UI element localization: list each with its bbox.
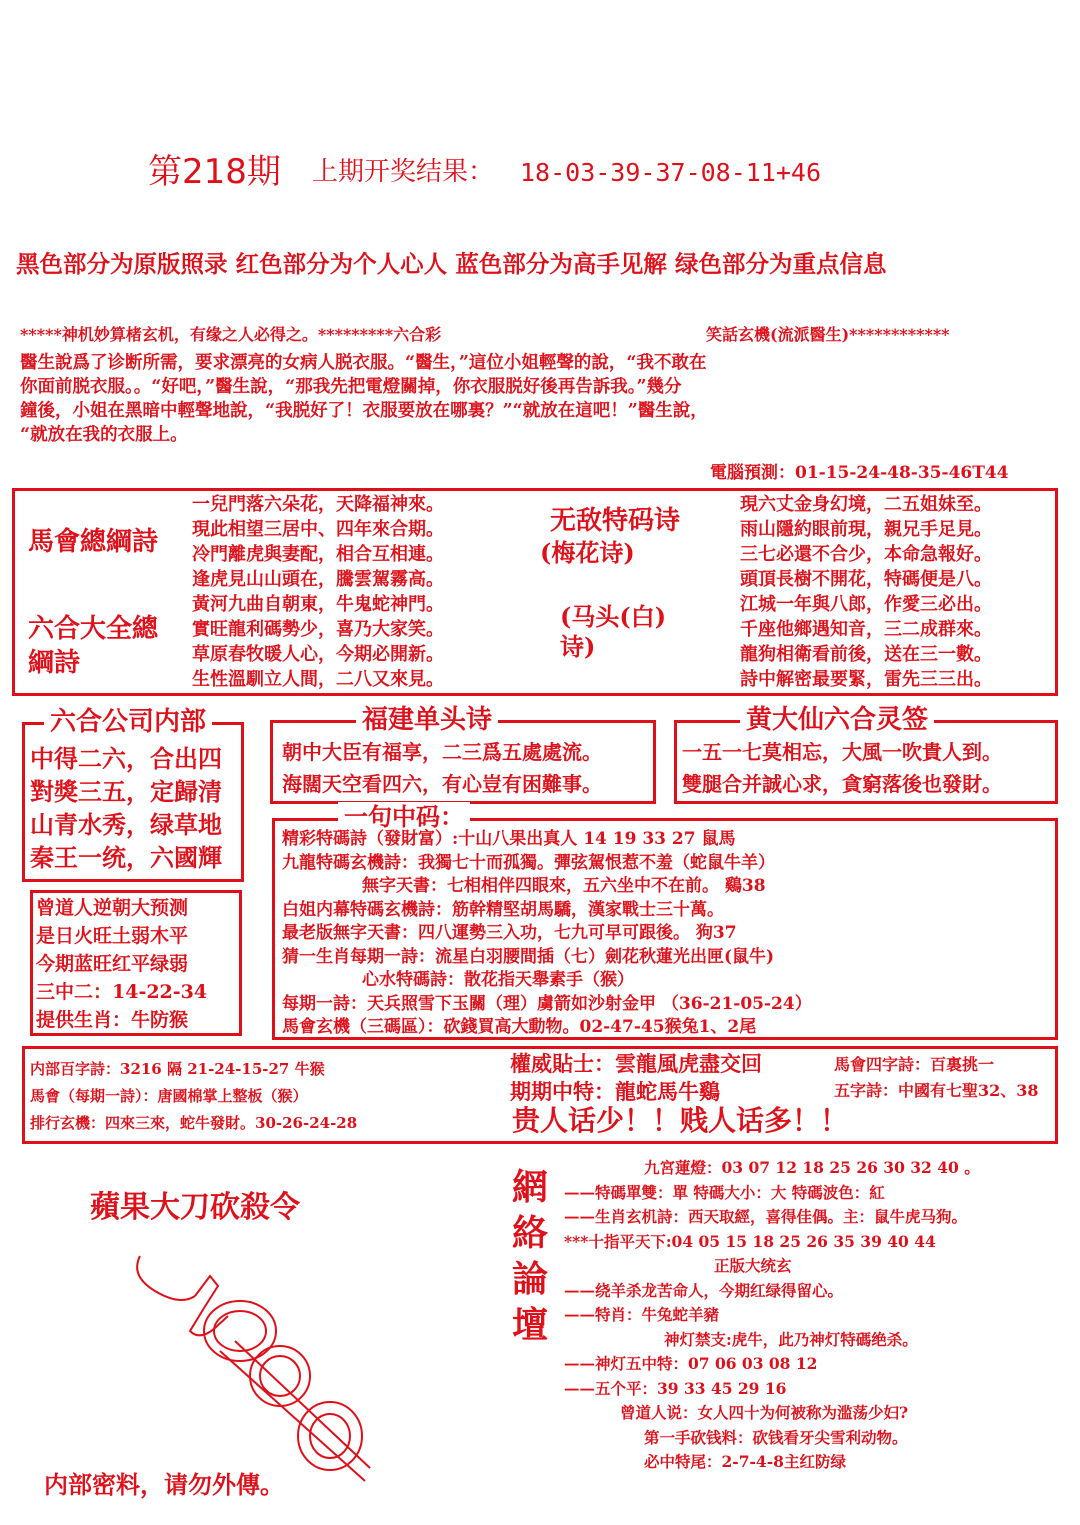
inner-line: 内部百字詩：3216 隔 21-24-15-27 牛猴 [30,1060,325,1078]
zeng-line: 今期蓝旺红平绿弱 [36,953,189,975]
authority-four: 馬會四字詩：百裏挑一 [834,1055,995,1074]
poem-right-column [740,492,992,692]
company-line: 秦王一统，六國輝 [30,843,222,872]
authority-banner: 贵人话少！！贱人话多！！ [512,1104,849,1137]
forum-line: 必中特尾：2-7-4-8主红防绿 [644,1452,846,1471]
yiju-line: 最老版無字天書：四八運勢三入功，七九可早可跟後。 狗37 [282,923,737,943]
poem-title-mahui: 馬會總綱詩 [28,527,159,557]
inner-lines [30,1056,357,1137]
last-result-label: 上期开奖结果： [312,157,495,187]
forum-char: 網 [512,1166,549,1208]
fujian-lines [282,736,602,800]
yiju-line: 精彩特碼詩（發財富）:十山八果出真人 14 19 33 27 鼠馬 [282,829,736,849]
forum-vertical-title [512,1164,548,1348]
intro-body [20,351,708,447]
computer-prediction: 電腦預測：01-15-24-48-35-46T44 [710,463,1009,483]
center-poem-title: 无敌特码诗 [550,506,681,536]
poem-line: 逢虎見山山頭在，騰雲駕霧高。 [192,569,444,590]
forum-line: ——五个平：39 33 45 29 16 [564,1378,787,1398]
poem-line: 詩中解密最要緊，雷先三三出。 [740,669,992,690]
forum-lines [564,1156,980,1475]
forum-char: 絡 [512,1212,549,1254]
yiju-line: 猜一生肖每期一詩：流星白羽腰間插（七）劍花秋蓮光出匣(鼠牛) [282,946,775,967]
forum-line: ——特肖：牛兔蛇羊豬 [564,1305,720,1324]
forum-line: ***十指平天下:04 05 15 18 25 26 35 39 40 44 [564,1231,936,1251]
forum-line: ——生肖玄机詩：西天取經，喜得佳偶。主：鼠牛虎马狗。 [564,1207,968,1226]
company-line: 中得二六，合出四 [30,744,222,773]
company-line: 山青水秀，绿草地 [30,810,222,839]
fujian-line: 海闊天空看四六，有心豈有困難事。 [282,772,602,796]
forum-line: 正版大统玄 [714,1256,792,1275]
apple-footer: 内部密料，请勿外傳。 [44,1470,284,1499]
sword-illustration [100,1236,380,1486]
poem-line: 龍狗相衛看前後，送在三一數。 [740,644,992,665]
intro-line1-b: 笑話玄機(流派醫生)************ [706,325,950,344]
poem-line: 三七必還不合少，本命急報好。 [740,544,992,565]
authority-special: 期期中特：龍蛇馬牛鷄 [510,1079,720,1104]
zeng-title: 曾道人逆朝大预测 [36,897,189,919]
forum-line: 九宮蓮燈：03 07 12 18 25 26 30 32 40 。 [644,1158,980,1177]
yiju-lines [282,828,812,1040]
apple-title: 蘋果大刀砍殺令 [90,1190,300,1225]
yiju-line: 無字天書：七相相伴四眼來，五六坐中不在前。 鷄38 [362,876,766,896]
last-result-value: 18-03-39-37-08-11+46 [520,158,822,187]
yiju-line: 心水特碼詩：散花指天舉素手（猴） [362,970,634,990]
poem-line: 生性溫馴立人間，二八又來見。 [192,669,444,690]
forum-line: ——特碼單雙：單 特碼大小：大 特碼波色：紅 [564,1182,885,1202]
forum-line: 第一手砍钱料：砍钱看牙尖雪利动物。 [644,1427,908,1447]
yiju-line: 每期一詩：天兵照雪下玉關（理）虜箭如沙射金甲 （36-21-05-24） [282,993,812,1014]
fujian-line: 朝中大臣有福享，二三爲五處處流。 [282,740,602,764]
intro-body-line: 你面前脱衣服。。“好吧，”醫生說，“那我先把電燈關掉，你衣服脱好後再告訴我。”幾分 [20,377,682,397]
inner-line: 馬會（每期一詩）：唐國棉掌上整板（猴） [30,1087,308,1105]
authority-tips: 權威貼士：雲龍風虎盡交回 [510,1051,762,1076]
company-title: 六合公司内部 [44,706,212,738]
forum-line: ——绕羊杀龙苦命人，今期红绿得留心。 [564,1280,844,1300]
center-poem-note: (马头(白)诗) [560,602,667,661]
yiju-line: 馬會玄機（三碼區）：砍錢買高大動物。02-47-45猴兔1、2尾 [282,1017,757,1037]
poem-title-liuhe: 六合大全總綱詩 [28,614,159,678]
poem-line: 雨山隱約眼前現，親兄手足見。 [740,519,992,540]
forum-char: 論 [512,1258,549,1300]
poem-line: 頭頂長樹不開花，特碼便是八。 [740,569,992,590]
poem-line: 實旺龍利碼勢少，喜乃大家笑。 [192,619,444,640]
zeng-lines [36,894,207,1034]
poem-left-column [192,492,444,692]
poem-line: 黃河九曲自朝東，牛鬼蛇神門。 [192,594,444,615]
huang-title: 黄大仙六合灵签 [740,704,934,736]
poem-line: 草原春牧暖人心，今期必開新。 [192,644,444,665]
huang-lines [682,736,1002,800]
inner-line: 排行玄機：四來三來，蛇牛發財。30-26-24-28 [30,1114,358,1132]
issue-number: 第218期 [148,152,281,192]
intro-body-line: “就放在我的衣服上。 [20,425,188,445]
poem-line: 江城一年與八郎，作愛三必出。 [740,594,992,615]
poem-line: 千座他鄉遇知音，三二成群來。 [740,619,992,640]
zeng-line: 三中二：14-22-34 [36,981,208,1003]
authority-five: 五字詩：中國有七聖32、38 [834,1081,1039,1100]
forum-char: 壇 [512,1304,549,1346]
intro-body-line: 鐘後，小姐在黑暗中輕聲地說，“我脱好了！衣服要放在哪裏？”“就放在這吧！”醫生說， [20,401,708,421]
yiju-line: 白姐内幕特碼玄機詩：筋幹精堅胡馬驕，漢家戰士三十萬。 [282,899,724,920]
poem-line: 冷門離虎與妻配，相合互相連。 [192,544,444,565]
zeng-line: 提供生肖：牛防猴 [36,1009,189,1031]
center-poem-sub: (梅花诗) [540,538,635,567]
poem-line: 一兒門落六朵花，天降福神來。 [192,494,444,515]
forum-line: 神灯禁支:虎牛，此乃神灯特碼绝杀。 [664,1329,918,1349]
poem-line: 現此相望三居中、四年來合期。 [192,519,444,540]
forum-line: 曾道人说：女人四十为何被称为滥荡少妇? [620,1403,909,1422]
huang-line: 一五一七莫相忘，大風一吹貴人到。 [682,740,1002,764]
intro-line1-a: *****神机妙算楮玄机，有缘之人必得之。*********六合彩 [20,325,442,344]
intro-body-line: 醫生說爲了诊断所需，要求漂亮的女病人脱衣服。“醫生，”這位小姐輕聲的說，“我不敢在 [20,353,707,373]
yiju-line: 九龍特碼玄機詩：我獨七十而孤獨。彈弦駕恨惹不羞（蛇鼠牛羊） [282,852,775,873]
forum-line: ——神灯五中特：07 06 03 08 12 [564,1354,818,1373]
fujian-title: 福建单头诗 [356,704,498,736]
zeng-line: 是日火旺土弱木平 [36,925,189,947]
company-line: 對獎三五，定歸清 [30,777,222,806]
yiju-title: 一句中码： [338,802,470,832]
huang-line: 雙腿合并誠心求，貪窮落後也發財。 [682,772,1002,796]
company-lines [30,742,222,874]
color-legend: 黑色部分为原版照录 红色部分为个人心人 蓝色部分为高手见解 绿色部分为重点信息 [16,250,887,278]
poem-line: 現六丈金身幻境，二五姐妹至。 [740,494,992,515]
